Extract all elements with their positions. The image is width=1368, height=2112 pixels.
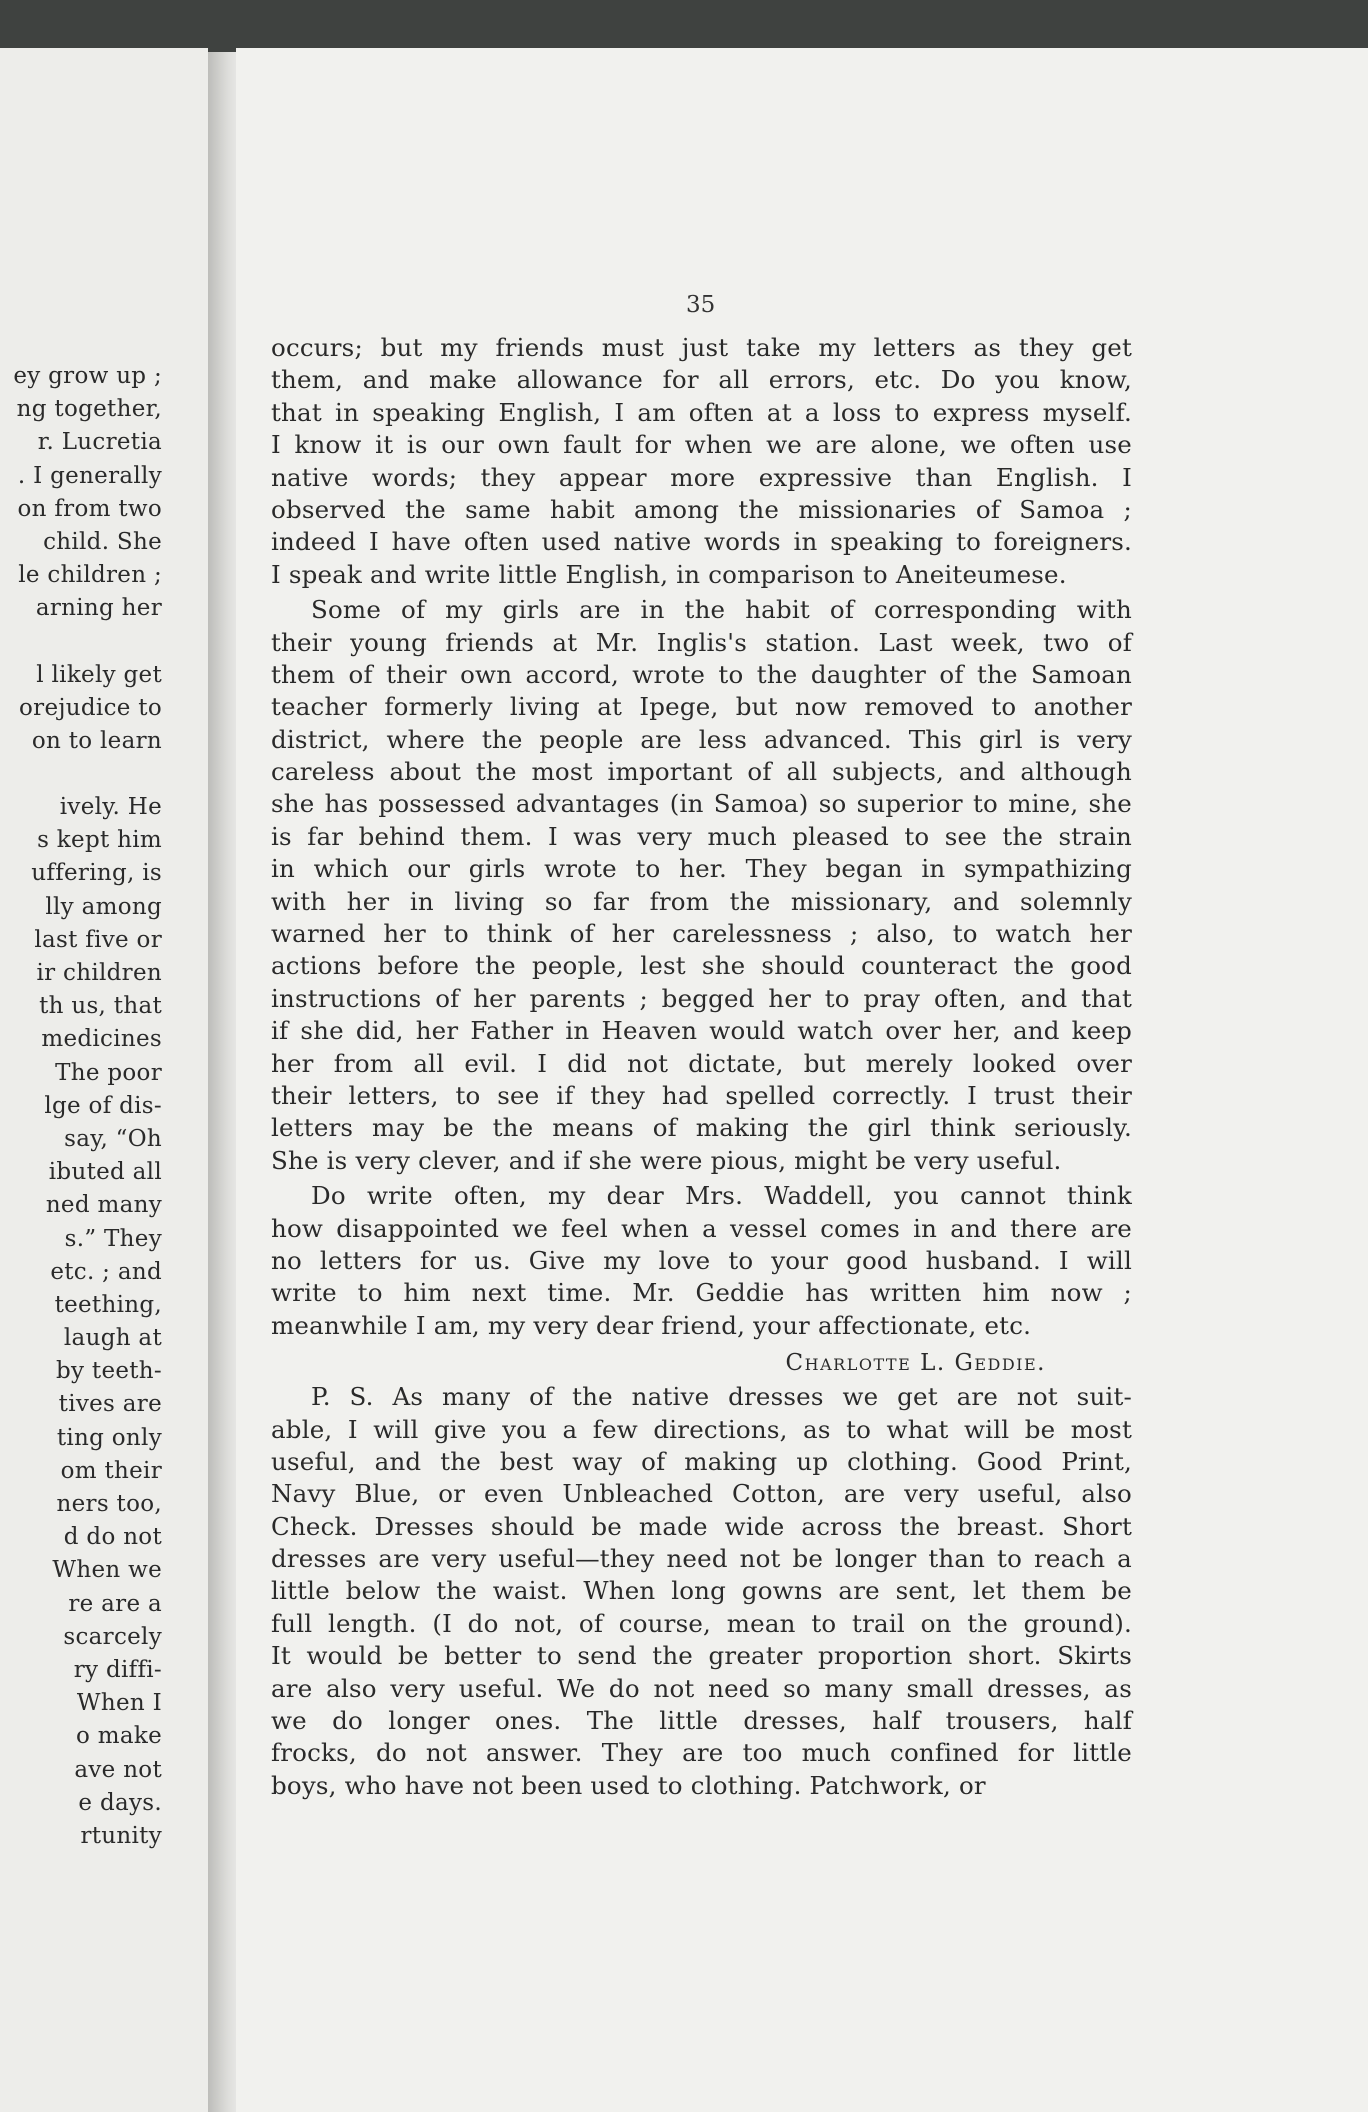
left-page-line: s.” They (64, 1225, 162, 1252)
paragraph (271, 594, 1132, 1177)
left-page-line: on to learn (31, 727, 162, 754)
left-page-line: say, “Oh (64, 1125, 162, 1152)
text-line: she has possessed advantages (in Samoa) so superior to mine, she (271, 789, 1132, 819)
left-page-line: e days. (78, 1789, 162, 1816)
left-page-line: le children ; (18, 562, 162, 589)
left-page-line: by teeth- (55, 1358, 162, 1385)
left-page-line: uffering, is (31, 860, 162, 887)
text-line: teacher formerly living at Ipege, but now removed to another (271, 692, 1132, 722)
text-line: careless about the most important of all subjects, and although (271, 757, 1132, 787)
text-line: we do longer ones. The little dresses, half trousers, half (271, 1706, 1132, 1736)
text-line: Do write often, my dear Mrs. Waddell, you cannot think (311, 1181, 1132, 1211)
left-page-line: ively. He (59, 794, 162, 821)
text-line: full length. (I do not, of course, mean to trail on the ground). (271, 1608, 1132, 1638)
left-page-line: ng together, (16, 396, 162, 423)
text-line: frocks, do not answer. They are too much confined for little (271, 1738, 1132, 1768)
left-page-line: re are a (68, 1590, 162, 1617)
left-page-line: ry diffi- (73, 1656, 162, 1683)
postscript (271, 1381, 1132, 1802)
paragraph (271, 1381, 1132, 1802)
text-line: actions before the people, lest she should counteract the good (271, 951, 1132, 981)
left-page-line: ey grow up ; (13, 363, 162, 389)
left-page-line: ting only (56, 1424, 162, 1451)
text-line: indeed I have often used native words in speaking to foreigners. (271, 527, 1132, 557)
paragraph (271, 1180, 1132, 1342)
text-line: P. S. As many of the native dresses we get are not suit- (311, 1382, 1132, 1412)
left-page-line: on from two (17, 495, 162, 522)
left-page-line: ibuted all (48, 1159, 162, 1186)
left-page-line: When I (76, 1690, 162, 1717)
left-page-text (13, 360, 162, 1853)
left-page-line: r. Lucretia (37, 429, 162, 456)
left-page-line: arning her (35, 595, 162, 622)
text-line: her from all evil. I did not dictate, but merely looked over (271, 1048, 1132, 1078)
text-line: Check. Dresses should be made wide across the breast. Short (271, 1511, 1132, 1541)
left-page-line: ir children (36, 960, 162, 986)
signature: Charlotte L. Geddie. (785, 1350, 1046, 1377)
text-line: their young friends at Mr. Inglis's station. Last week, two of (271, 627, 1132, 657)
text-line: occurs; but my friends must just take my letters as they get (271, 333, 1132, 362)
text-line: observed the same habit among the missionaries of Samoa ; (271, 494, 1132, 524)
left-page-line: lge of dis- (44, 1092, 162, 1119)
text-line: Some of my girls are in the habit of corresponding with (311, 595, 1132, 625)
left-page-line: th us, that (39, 993, 162, 1020)
left-page-line: . I generally (17, 462, 162, 489)
text-line: how disappointed we feel when a vessel comes in and there are (271, 1213, 1132, 1243)
left-page-line: medicines (41, 1026, 162, 1053)
left-page-line: o make (75, 1723, 162, 1750)
text-line: Navy Blue, or even Unbleached Cotton, are very useful, also (271, 1479, 1132, 1509)
left-page-line: tives are (58, 1391, 162, 1418)
text-line: It would be better to send the greater proportion short. Skirts (271, 1641, 1132, 1671)
text-line: is far behind them. I was very much pleased to see the strain (271, 821, 1132, 851)
text-line: meanwhile I am, my very dear friend, your affectionate, etc. (271, 1310, 1032, 1340)
left-page (0, 48, 208, 2112)
left-page-line: lly among (45, 893, 162, 920)
text-line: I know it is our own fault for when we are alone, we often use (271, 430, 1132, 460)
left-page-line: om their (60, 1457, 162, 1484)
left-page-line: laugh at (63, 1325, 162, 1352)
text-line: if she did, her Father in Heaven would watch over her, and keep (271, 1016, 1132, 1046)
text-line: with her in living so far from the missionary, and solemnly (271, 886, 1132, 916)
text-line: useful, and the best way of making up clothing. Good Print, (271, 1446, 1132, 1476)
left-page-line: last five or (34, 926, 162, 953)
left-page-line: rtunity (80, 1822, 162, 1849)
text-line: boys, who have not been used to clothing. Patchwork, or (271, 1770, 986, 1800)
left-page-line: The poor (55, 1059, 162, 1086)
text-line: warned her to think of her carelessness ; also, to watch her (271, 919, 1132, 949)
text-line: I speak and write little English, in comparison to Aneiteumese. (271, 559, 1067, 589)
left-page-line: When we (52, 1557, 162, 1584)
page-number: 35 (686, 292, 716, 318)
page-body (271, 332, 1132, 1805)
left-page-line: ners too, (56, 1491, 162, 1517)
text-line: district, where the people are less advanced. This girl is very (271, 724, 1132, 754)
paragraph (271, 332, 1132, 591)
left-page-line: ned many (45, 1192, 162, 1219)
text-line: dresses are very useful—they need not be longer than to reach a (271, 1544, 1132, 1574)
left-page-line: ave not (74, 1756, 162, 1783)
text-line: that in speaking English, I am often at a loss to express myself. (271, 397, 1132, 427)
text-line: letters may be the means of making the girl think seriously. (271, 1113, 1132, 1143)
text-line: native words; they appear more expressive than English. I (271, 462, 1132, 492)
text-line: able, I will give you a few directions, as to what will be most (271, 1414, 1132, 1444)
paragraph-gap (13, 758, 162, 791)
paragraph-gap (13, 626, 162, 659)
letter-paragraphs (271, 332, 1132, 1342)
text-line: write to him next time. Mr. Geddie has written him now ; (271, 1278, 1132, 1308)
text-line: them, and make allowance for all errors, etc. Do you know, (271, 365, 1132, 395)
text-line: no letters for us. Give my love to your good husband. I will (271, 1245, 1132, 1275)
left-page-line: l likely get (36, 661, 162, 688)
text-line: are also very useful. We do not need so many small dresses, as (271, 1673, 1132, 1703)
text-line: instructions of her parents ; begged her to pray often, and that (271, 983, 1132, 1013)
text-line: in which our girls wrote to her. They began in sympathizing (271, 854, 1132, 884)
left-page-line: orejudice to (19, 694, 162, 721)
left-page-line: scarcely (63, 1623, 162, 1650)
text-line: little below the waist. When long gowns are sent, let them be (271, 1576, 1132, 1606)
text-line: their letters, to see if they had spelled correctly. I trust their (271, 1080, 1132, 1110)
left-page-line: s kept him (37, 827, 162, 854)
left-page-line: d do not (63, 1524, 162, 1551)
left-page-line: etc. ; and (50, 1258, 162, 1285)
left-page-line: teething, (54, 1291, 162, 1318)
text-line: She is very clever, and if she were pious, might be very useful. (271, 1145, 1062, 1175)
text-line: them of their own accord, wrote to the daughter of the Samoan (271, 659, 1132, 689)
left-page-line: child. She (43, 528, 162, 555)
